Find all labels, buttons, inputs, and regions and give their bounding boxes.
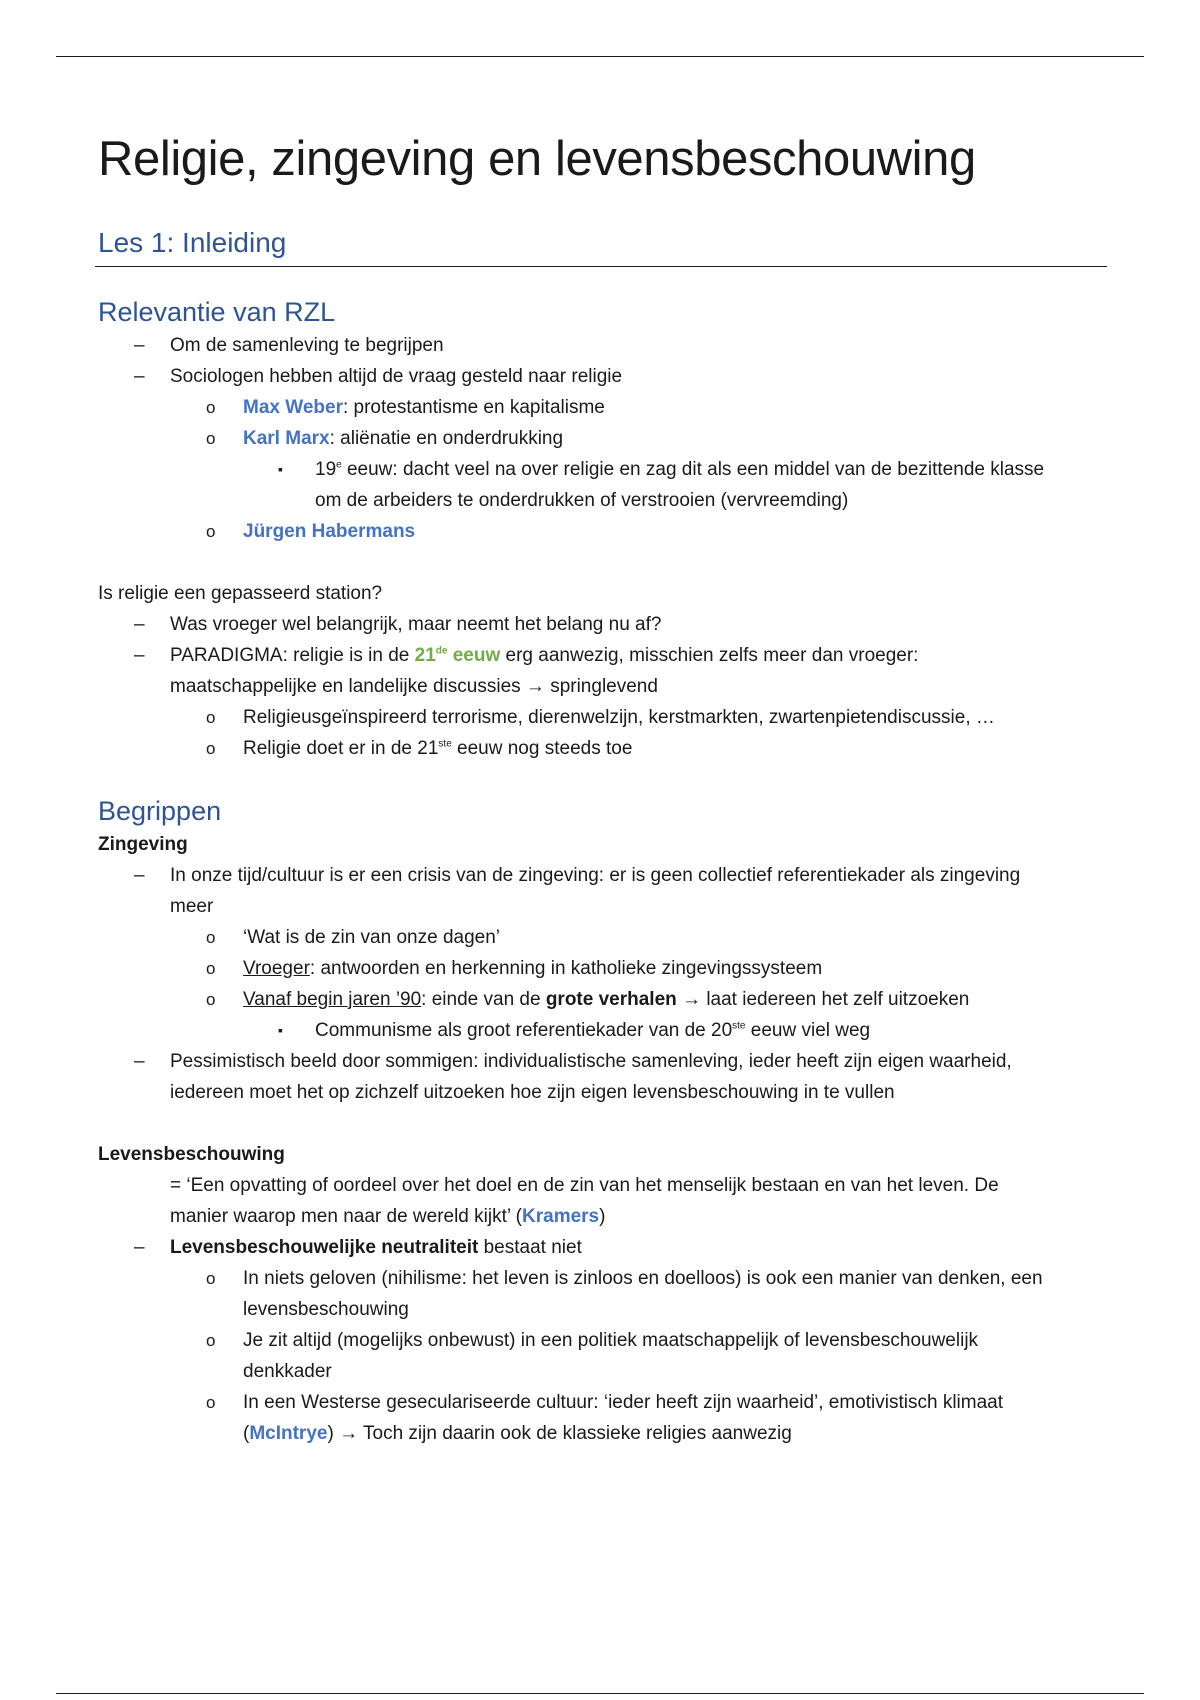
circle-bullet: o [206, 707, 216, 727]
dash-bullet: – [134, 365, 145, 387]
list-item: o Je zit altijd (mogelijks onbewust) in een politiek maatschappelijk of levensbeschouwelijk [98, 1325, 1108, 1356]
author-name: McIntrye [249, 1422, 328, 1444]
list-item-continuation: (McIntrye) → Toch zijn daarin ook de klassieke religies aanwezig [243, 1422, 792, 1444]
list-item: – In onze tijd/cultuur is er een crisis van de zingeving: er is geen collectief referentiekader als zingeving [98, 860, 1108, 891]
dash-bullet: – [134, 864, 145, 886]
definition-line: = ‘Een opvatting of oordeel over het doel en de zin van het menselijk bestaan en van het leven. De [170, 1174, 999, 1196]
list-item: ▪ 19e eeuw: dacht veel na over religie en zag dit als een middel van de bezittende klasse [98, 454, 1108, 485]
subheading-zingeving: Zingeving [98, 833, 188, 855]
circle-bullet: o [206, 1330, 216, 1350]
square-bullet: ▪ [278, 1021, 283, 1038]
circle-bullet: o [206, 958, 216, 978]
dash-bullet: – [134, 334, 145, 356]
subheading-levensbeschouwing: Levensbeschouwing [98, 1143, 285, 1165]
highlight-century: 21de eeuw [414, 644, 501, 666]
list-item: o In een Westerse geseculariseerde cultuur: ‘ieder heeft zijn waarheid’, emotivistisch klimaat [98, 1387, 1108, 1418]
list-item-continuation: levensbeschouwing [243, 1298, 409, 1320]
dash-bullet: – [134, 1050, 145, 1072]
list-item: – Om de samenleving te begrijpen [98, 330, 1108, 361]
list-item-continuation: maatschappelijke en landelijke discussies → springlevend [170, 675, 658, 697]
page-bottom-rule [56, 1693, 1144, 1694]
question-line: Is religie een gepasseerd station? [98, 582, 383, 604]
list-item: o Vanaf begin jaren ’90: einde van de grote verhalen → laat iedereen het zelf uitzoeken [98, 984, 1108, 1015]
list-item: o In niets geloven (nihilisme: het leven is zinloos en doelloos) is ook een manier van denken, een [98, 1263, 1108, 1294]
list-item [98, 516, 1108, 547]
list-item: ▪ Communisme als groot referentiekader van de 20ste eeuw viel weg [98, 1015, 1108, 1046]
list-item: – PARADIGMA: religie is in de 21de eeuw erg aanwezig, misschien zelfs meer dan vroeger: [98, 640, 1108, 671]
author-name: Max Weber [243, 396, 343, 418]
list-item: o Religie doet er in de 21ste eeuw nog steeds toe [98, 733, 1108, 764]
square-bullet: ▪ [278, 460, 283, 477]
list-item-continuation: om de arbeiders te onderdrukken of verstrooien (vervreemding) [315, 489, 849, 511]
circle-bullet: o [206, 397, 216, 417]
list-item: – Sociologen hebben altijd de vraag gesteld naar religie [98, 361, 1108, 392]
list-item-continuation: meer [170, 895, 214, 917]
author-name: Karl Marx [243, 427, 330, 449]
circle-bullet: o [206, 428, 216, 448]
list-item: o Karl Marx: aliënatie en onderdrukking [98, 423, 1108, 454]
author-name: Jürgen Habermans [243, 520, 416, 542]
dash-bullet: – [134, 644, 145, 666]
section-heading-relevantie: Relevantie van RZL [98, 296, 336, 327]
circle-bullet: o [206, 1392, 216, 1412]
dash-bullet: – [134, 613, 145, 635]
list-item: – Levensbeschouwelijke neutraliteit bestaat niet [98, 1232, 1108, 1263]
list-item-continuation: denkkader [243, 1360, 332, 1382]
lesson-heading: Les 1: Inleiding [98, 226, 287, 258]
document-page [98, 130, 1108, 1449]
circle-bullet: o [206, 989, 216, 1009]
list-item: – Was vroeger wel belangrijk, maar neemt het belang nu af? [98, 609, 1108, 640]
list-item: o Religieusgeïnspireerd terrorisme, dierenwelzijn, kerstmarkten, zwartenpietendiscussie, … [98, 702, 1108, 733]
circle-bullet: o [206, 738, 216, 758]
lesson-heading-rule [95, 266, 1107, 267]
page-top-rule [56, 56, 1144, 57]
list-item-continuation: iedereen moet het op zichzelf uitzoeken hoe zijn eigen levensbeschouwing in te vullen [170, 1081, 895, 1103]
author-name: Kramers [522, 1205, 600, 1227]
list-item: o ‘Wat is de zin van onze dagen’ [98, 922, 1108, 953]
document-title: Religie, zingeving en levensbeschouwing [98, 132, 976, 186]
list-item: o Max Weber: protestantisme en kapitalisme [98, 392, 1108, 423]
section-heading-begrippen: Begrippen [98, 795, 222, 826]
list-item: o Vroeger: antwoorden en herkenning in katholieke zingevingssysteem [98, 953, 1108, 984]
circle-bullet: o [206, 521, 216, 541]
circle-bullet: o [206, 927, 216, 947]
circle-bullet: o [206, 1268, 216, 1288]
list-item: – Pessimistisch beeld door sommigen: individualistische samenleving, ieder heeft zijn eigen waarheid, [98, 1046, 1108, 1077]
dash-bullet: – [134, 1236, 145, 1258]
definition-line: manier waarop men naar de wereld kijkt’ (Kramers) [170, 1205, 606, 1227]
